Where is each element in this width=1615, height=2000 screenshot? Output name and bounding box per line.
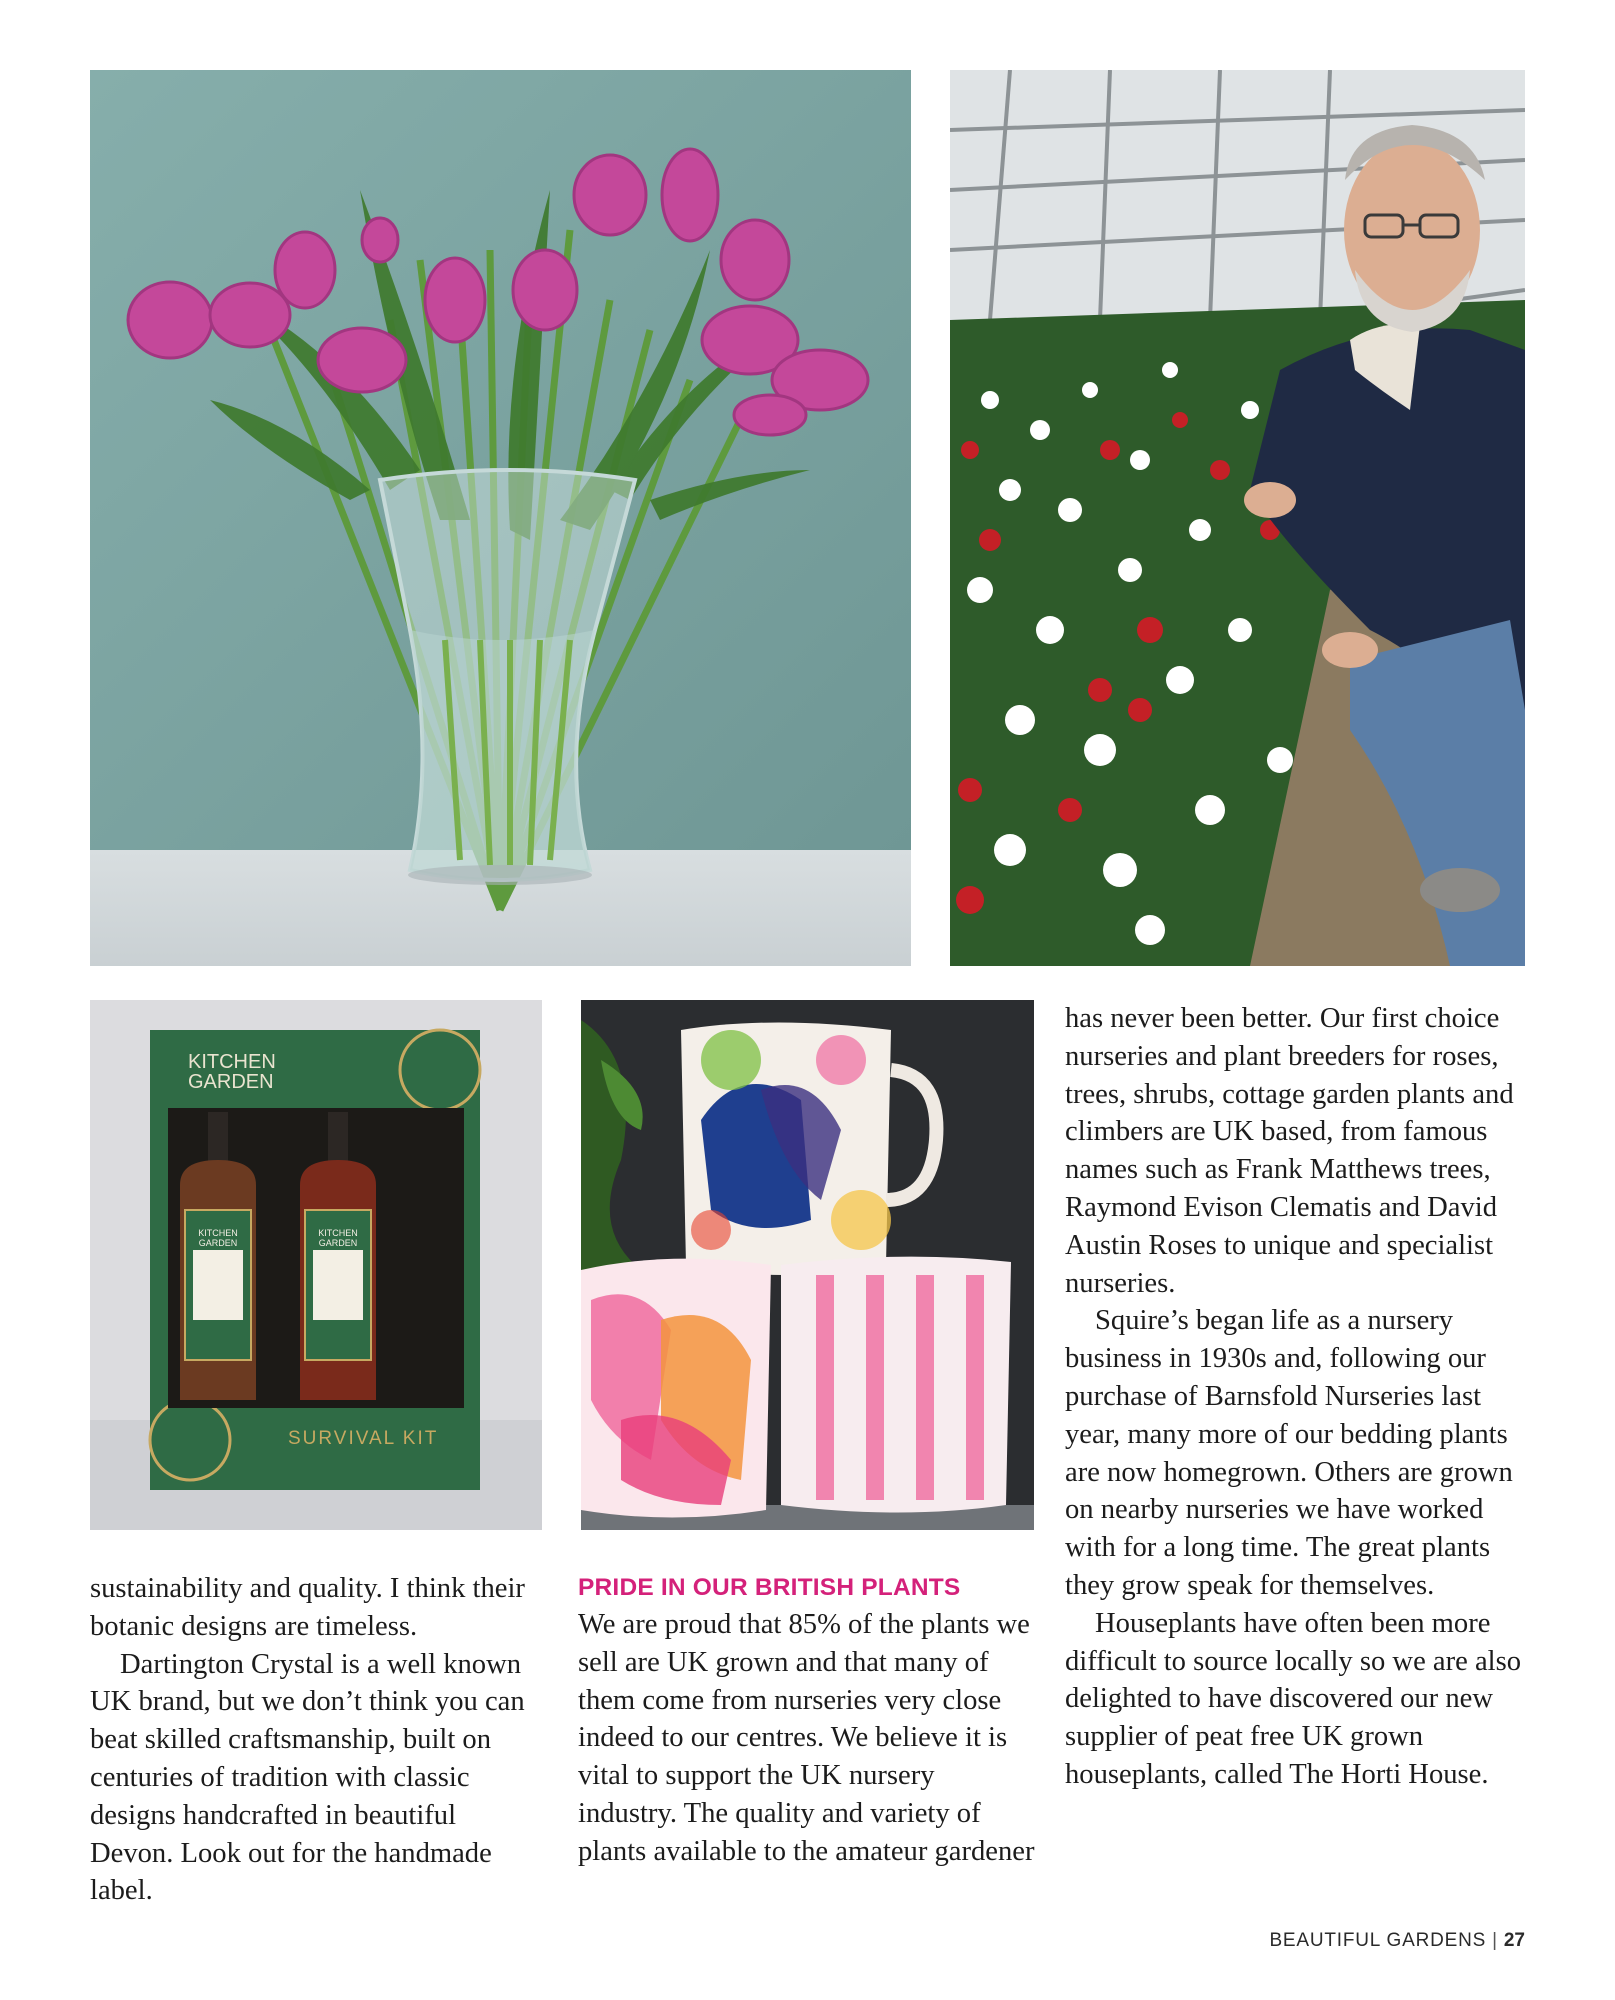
article-column-2 [578, 1570, 1038, 1871]
paragraph: We are proud that 85% of the plants we sell are UK grown and that many of them come from nurseries very close indeed to our centres. We believe it is vital to support the UK nursery industry. The quality and variety of plants available to the amateur gardener [578, 1609, 1035, 1867]
magazine-name: BEAUTIFUL GARDENS [1269, 1930, 1487, 1951]
page-number: 27 [1503, 1930, 1525, 1951]
paragraph: has never been better. Our first choice nurseries and plant breeders for roses, trees, shrubs, cottage garden plants and climbers are UK based, from famous names such as Frank Matthews trees, Raymond Evison Clematis and David Austin Roses to unique and specialist nurseries. [1065, 1003, 1514, 1299]
kit-brand-top: KITCHEN [188, 1051, 276, 1073]
nursery-greenhouse-photo [950, 70, 1525, 966]
paragraph: Dartington Crystal is a well known UK brand, but we don’t think you can beat skilled craftsmanship, built on centuries of tradition with classic designs handcrafted in beautiful Devon. Look out for the handmade label. [90, 1648, 525, 1907]
paragraph: Squire’s began life as a nursery business in 1930s and, following our purchase of Barnsfold Nurseries last year, many more of our bedding plants are now homegrown. Others are grown on nearby nurseries we have worked with for a long time. The great plants they grow speak for themselves. [1065, 1305, 1513, 1601]
page-folio [1269, 1930, 1525, 1952]
article-column-1 [90, 1570, 545, 1910]
section-heading: PRIDE IN OUR BRITISH PLANTS [578, 1574, 961, 1601]
folio-separator: | [1492, 1930, 1498, 1951]
survival-kit-photo [90, 1000, 542, 1530]
paragraph: Houseplants have often been more difficult to source locally so we are also delighted to have discovered our new supplier of peat free UK grown houseplants, called The Horti House. [1065, 1607, 1522, 1790]
painted-mugs-photo [581, 1000, 1034, 1530]
kit-box-label: SURVIVAL KIT [288, 1428, 439, 1449]
kit-brand-bottom: GARDEN [188, 1071, 274, 1093]
tulips-photo [90, 70, 911, 966]
bottle-brand-top: KITCHEN [198, 1228, 238, 1238]
bottle-brand-top-2: KITCHEN [318, 1228, 358, 1238]
paragraph: sustainability and quality. I think their botanic designs are timeless. [90, 1573, 525, 1642]
bottle-brand-bottom: GARDEN [198, 1238, 238, 1248]
article-column-3 [1065, 1000, 1535, 1794]
bottle-brand-bottom-2: GARDEN [318, 1238, 358, 1248]
